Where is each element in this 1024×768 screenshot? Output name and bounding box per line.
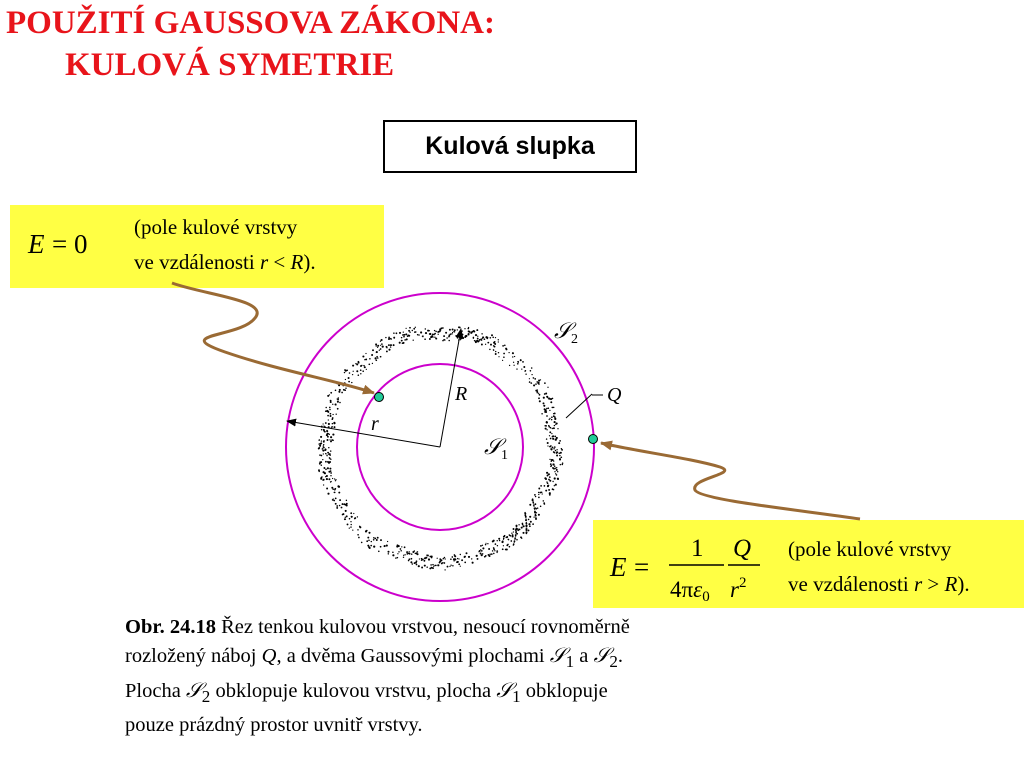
inside-text-line2: ve vzdálenosti r < R). bbox=[134, 250, 316, 274]
outside-text-line2: ve vzdálenosti r > R). bbox=[788, 572, 970, 596]
label-r: r bbox=[371, 413, 379, 435]
fraction2-denominator: $r^2$ bbox=[730, 575, 747, 602]
formula-E: E bbox=[28, 229, 45, 259]
fraction1-denominator: 4πε0 bbox=[670, 577, 710, 605]
point-inside bbox=[375, 393, 384, 402]
caption-line-1: Obr. 24.18 Řez tenkou kulovou vrstvou, nesoucí rovnoměrně bbox=[125, 616, 630, 638]
caption-line-4: pouze prázdný prostor uvnitř vrstvy. bbox=[125, 714, 423, 737]
inside-field-formula bbox=[27, 215, 316, 274]
caption-line-2: rozložený náboj Q, a dvěma Gaussovými plochami 𝒮$_1$ a 𝒮$_2$. bbox=[125, 643, 624, 672]
outside-field-formula bbox=[609, 535, 970, 605]
formula-E-outside: E bbox=[610, 552, 627, 582]
radius-r-arrow bbox=[287, 421, 440, 447]
outside-text-line1: (pole kulové vrstvy bbox=[788, 537, 952, 561]
fraction2-numerator: Q bbox=[733, 535, 752, 562]
title-line-2: KULOVÁ SYMETRIE bbox=[65, 47, 395, 83]
formula-eq-outside: = bbox=[634, 552, 650, 582]
label-R: R bbox=[455, 383, 468, 405]
formula-eq-zero: = 0 bbox=[52, 229, 88, 259]
subtitle-text: Kulová slupka bbox=[425, 132, 595, 160]
figure-caption bbox=[125, 613, 785, 739]
caption-label: Obr. 24.18 bbox=[125, 616, 216, 638]
label-S1: 𝒮$_1$ bbox=[484, 435, 509, 463]
label-S2: 𝒮$_2$ bbox=[554, 319, 579, 347]
inside-text-line1: (pole kulové vrstvy bbox=[134, 215, 298, 239]
callout-arrow-outside bbox=[601, 443, 860, 519]
label-Q: Q bbox=[607, 384, 622, 406]
title-line-1: POUŽITÍ GAUSSOVA ZÁKONA: bbox=[6, 5, 495, 41]
fraction1-numerator: 1 bbox=[691, 535, 704, 562]
point-outside bbox=[589, 435, 598, 444]
callout-arrow-inside bbox=[172, 283, 374, 393]
caption-line-3: Plocha 𝒮$_2$ obklopuje kulovou vrstvu, plocha 𝒮$_1$ obklopuje bbox=[125, 678, 608, 707]
